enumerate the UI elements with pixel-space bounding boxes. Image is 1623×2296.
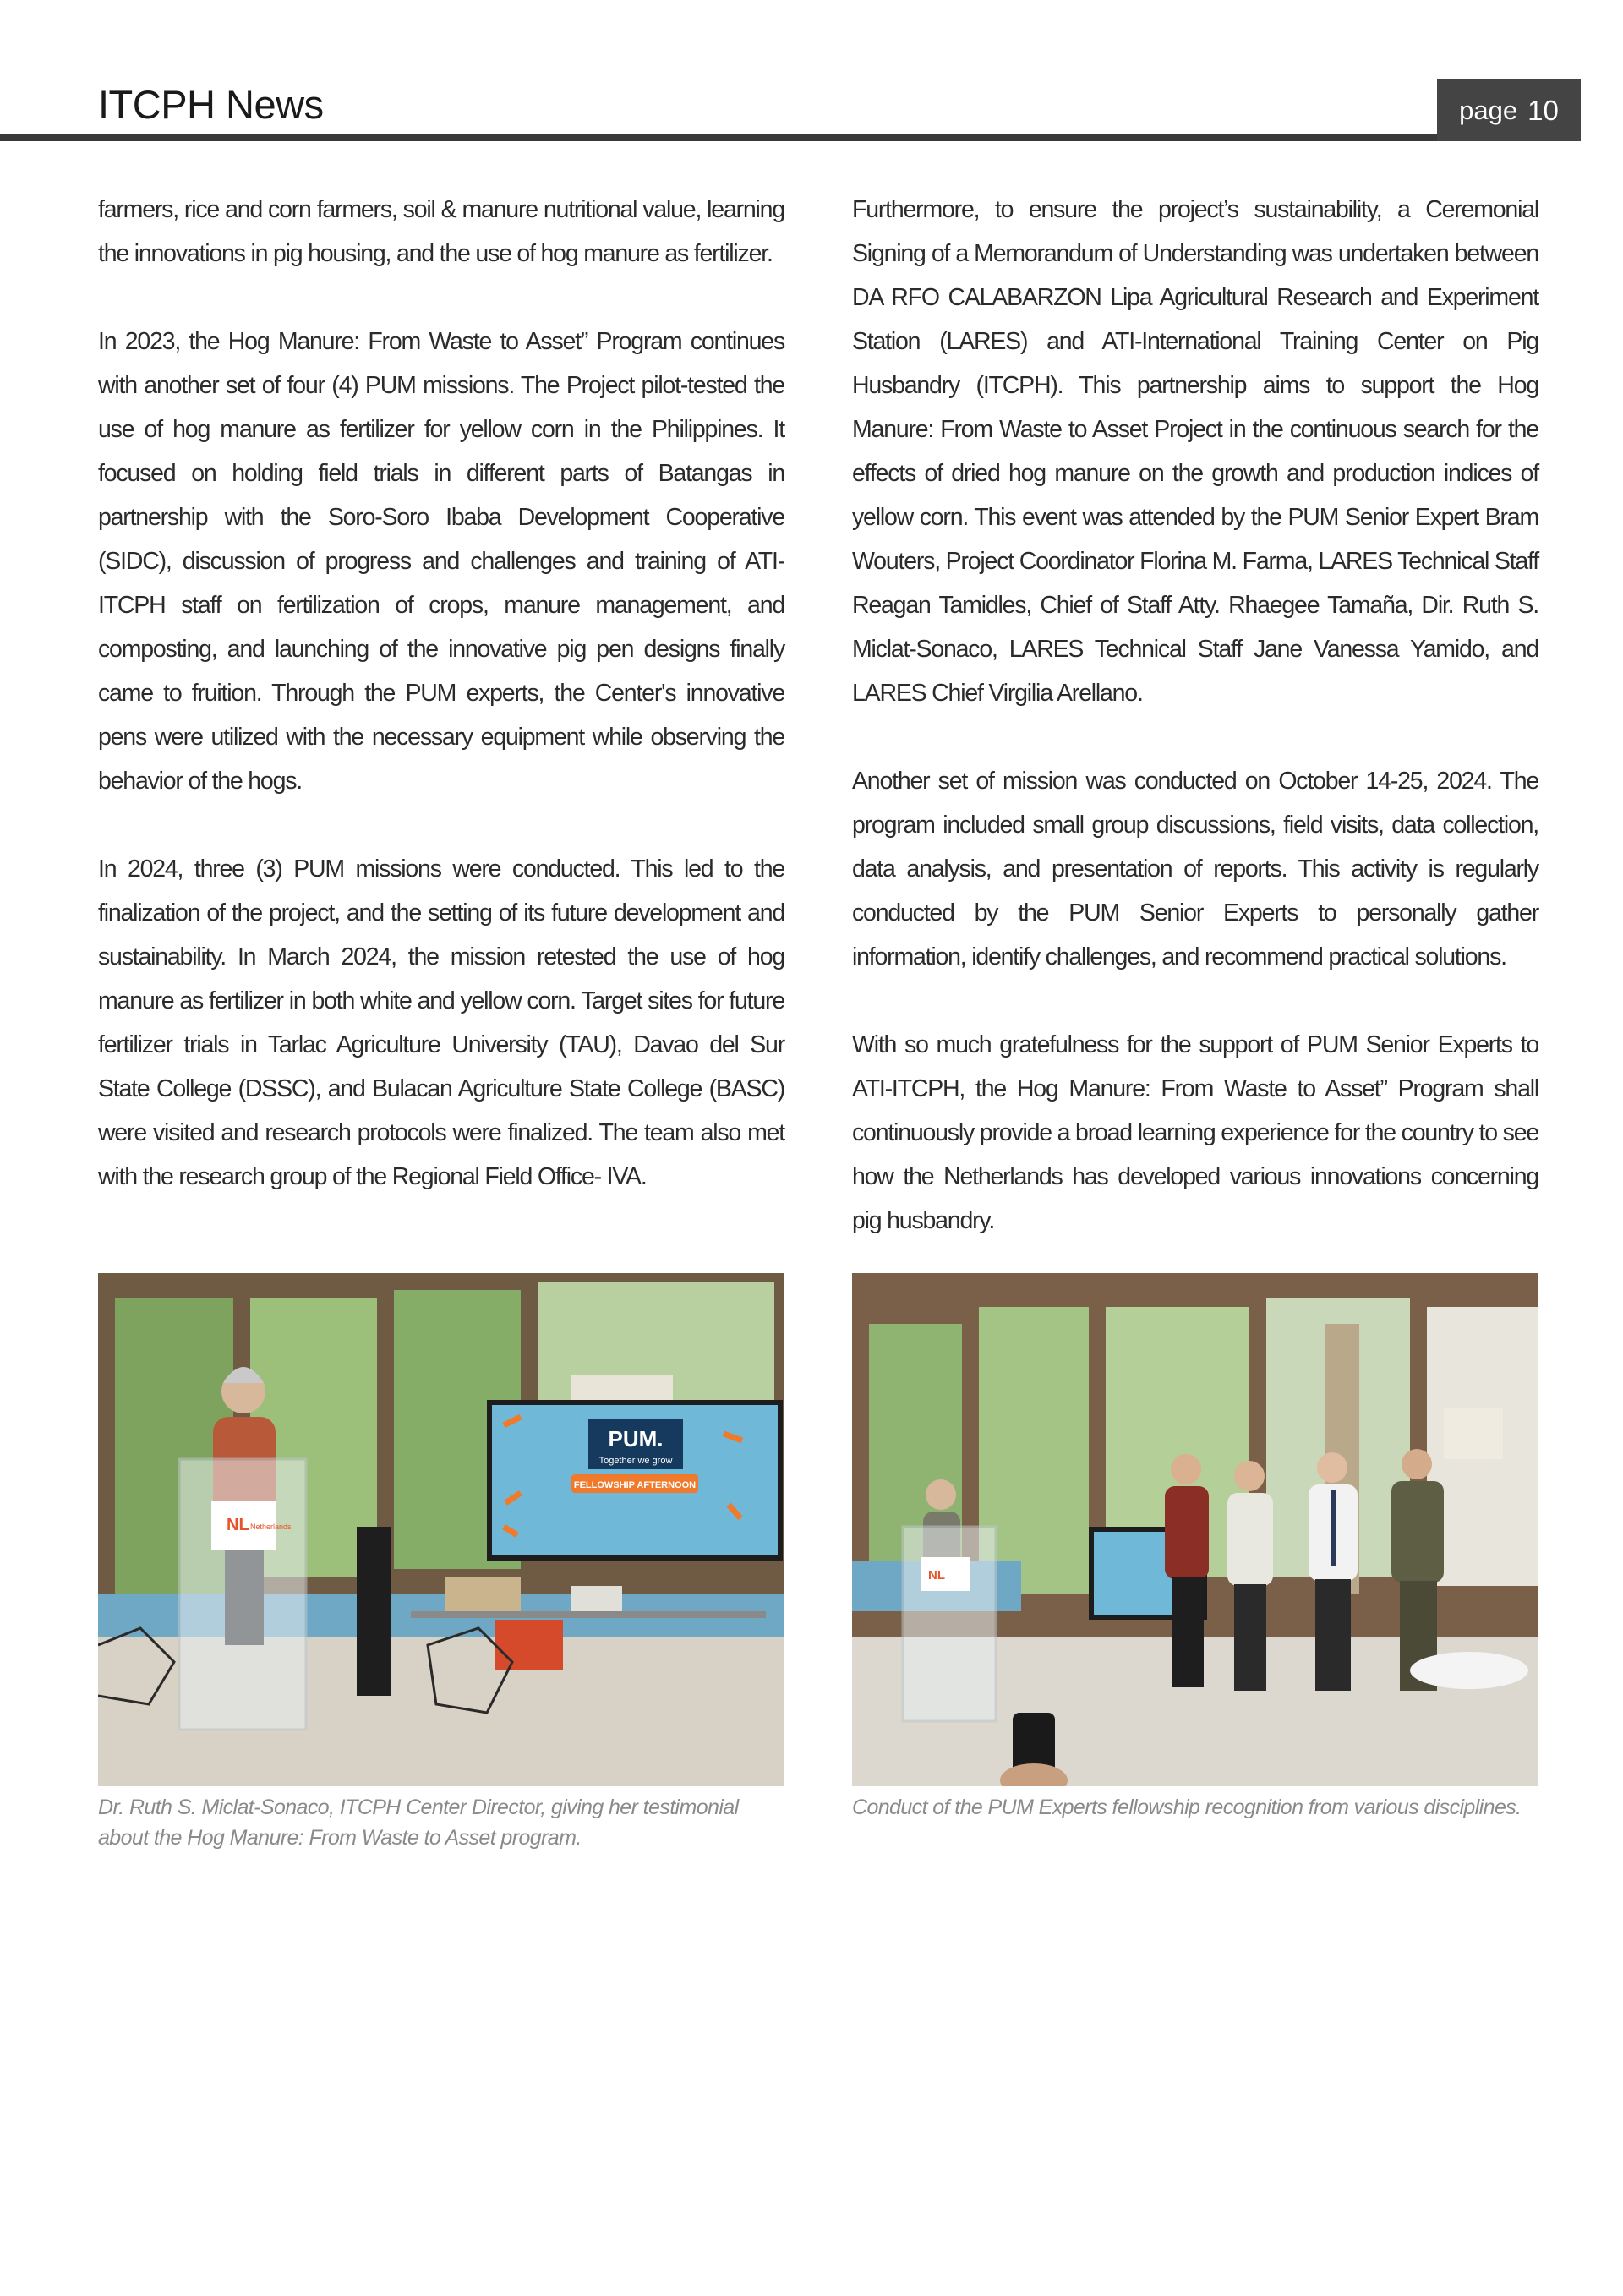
- podium-sub-text: Netherlands: [250, 1522, 292, 1531]
- right-article-column: [852, 188, 1538, 1287]
- screen-banner-text: FELLOWSHIP AFTERNOON: [573, 1480, 697, 1490]
- page-label: page: [1459, 95, 1518, 125]
- article-paragraph: In 2023, the Hog Manure: From Waste to Asset” Program continues with another set of four (4) PUM missions. The Project pilot-tested the use of hog manure as fertilizer for yellow corn in the Philippines. It focused on holding field trials in different parts of Batangas in partnership with the Soro-Soro Ibaba Development Cooperative (SIDC), discussion of progress and challenges and training of ATI-ITCPH staff on fertilization of crops, manure management, and composting, and launching of the innovative pig pen designs finally came to fruition. Through the PUM experts, the Center's innovative pens were utilized with the necessary equipment while observing the behavior of the hogs.: [98, 328, 784, 795]
- photo-caption-left: Dr. Ruth S. Miclat-Sonaco, ITCPH Center Director, giving her testimonial about the Hog Manure: From Waste to Asset program.: [98, 1796, 739, 1850]
- podium-logo-text: NL: [928, 1568, 945, 1583]
- screen-tagline-text: Together we grow: [598, 1456, 673, 1466]
- header-rule: [0, 134, 1581, 141]
- article-paragraph: Furthermore, to ensure the project’s sustainability, a Ceremonial Signing of a Memorandum of Understanding was undertaken between DA RFO CALABARZON Lipa Agricultural Research and Experiment Station (LARES) and ATI-International Training Center on Pig Husbandry (ITCPH). This partnership aims to support the Hog Manure: From Waste to Asset Project in the continuous search for the effects of dried hog manure on the growth and production indices of yellow corn. This event was attended by the PUM Senior Expert Bram Wouters, Project Coordinator Florina M. Farma, LARES Technical Staff Reagan Tamidles, Chief of Staff Atty. Rhaegee Tamaña, Dir. Ruth S. Miclat-Sonaco, LARES Technical Staff Jane Vanessa Yamido, and LARES Chief Virgilia Arellano.: [852, 196, 1538, 707]
- article-paragraph: In 2024, three (3) PUM missions were conducted. This led to the finalization of the project, and the setting of its future development and sustainability. In March 2024, the mission retested the use of hog manure as fertilizer in both white and yellow corn. Target sites for future fertilizer trials in Tarlac Agriculture University (TAU), Davao del Sur State College (DSSC), and Bulacan Agriculture State College (BASC) were visited and research protocols were finalized. The team also met with the research group of the Regional Field Office- IVA.: [98, 856, 784, 1190]
- left-article-column: [98, 188, 784, 1243]
- photo-pum-experts-group: [852, 1273, 1538, 1786]
- page-number-tab: [1437, 79, 1581, 141]
- podium-logo-text: NL: [227, 1516, 249, 1534]
- article-paragraph: farmers, rice and corn farmers, soil & manure nutritional value, learning the innovations in pig housing, and the use of hog manure as fertilizer.: [98, 196, 784, 267]
- newsletter-title: ITCPH News: [98, 82, 324, 127]
- article-paragraph: Another set of mission was conducted on October 14-25, 2024. The program included small group discussions, field visits, data collection, data analysis, and presentation of reports. This activity is regularly conducted by the PUM Senior Experts to personally gather information, identify challenges, and recommend practical solutions.: [852, 768, 1538, 970]
- photo-speaker-at-podium: [98, 1273, 784, 1786]
- article-paragraph: With so much gratefulness for the support of PUM Senior Experts to ATI-ITCPH, the Hog Manure: From Waste to Asset” Program shall continuously provide a broad learning experience for the country to see how the Netherlands has developed various innovations concerning pig husbandry.: [852, 1031, 1538, 1234]
- page-number: 10: [1527, 94, 1559, 126]
- screen-logo-text: PUM.: [608, 1426, 664, 1451]
- photo-caption-right: Conduct of the PUM Experts fellowship recognition from various disciplines.: [852, 1796, 1522, 1819]
